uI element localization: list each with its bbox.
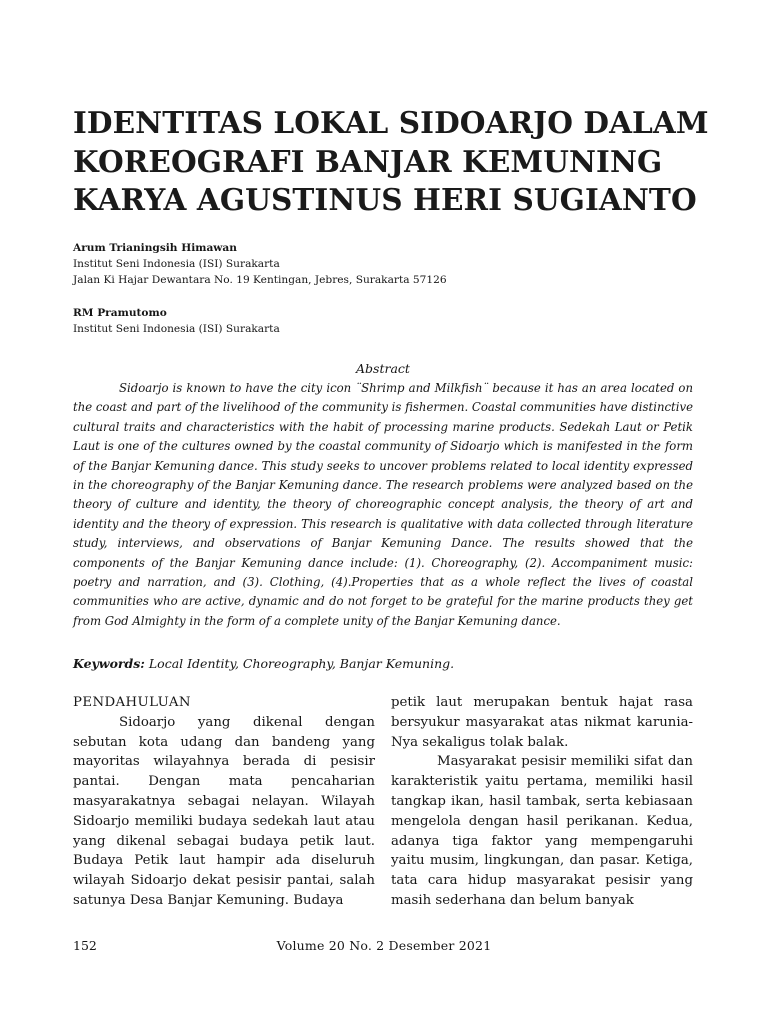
keywords [73,655,693,673]
keywords-value: Local Identity, Choreography, Banjar Kemuning. [144,656,455,671]
author-block-2 [73,305,713,337]
author-name: Arum Trianingsih Himawan [73,242,237,254]
title-line-3: KARYA AGUSTINUS HERI SUGIANTO [73,182,697,217]
body-paragraph: Masyarakat pesisir memiliki sifat dan karakteristik yaitu pertama, memiliki hasil tangkap ikan, hasil tambak, serta kebiasaan mengelola dengan hasil perikanan. Kedua, adanya tiga faktor yang mempengaruhi yaitu musim, lingkungan, dan pasar. Ketiga, tata cara hidup masyarakat pesisir yang masih sederhana dan belum banyak [391,754,693,908]
author-affiliation: Institut Seni Indonesia (ISI) Surakarta [73,323,280,335]
volume-info: Volume 20 No. 2 Desember 2021 [276,938,492,953]
abstract-text: Sidoarjo is known to have the city icon ¨Shrimp and Milkfish¨ because it has an area located on the coast and part of the livelihood of the community is fishermen. Coastal communities have distinctive cultural traits and characteristics with the habit of processing marine products. Sedekah Laut or Petik Laut is one of the cultures owned by the coastal community of Sidoarjo which is manifested in the form of the Banjar Kemuning dance. This study seeks to uncover problems related to local identity expressed in the choreography of the Banjar Kemuning dance. The research problems were analyzed based on the theory of culture and identity, the theory of choreographic concept analysis, the theory of art and identity and the theory of expression. This research is qualitative with data collected through literature study, interviews, and observations of Banjar Kemuning Dance. The results showed that the components of the Banjar Kemuning dance include: (1). Choreography, (2). Accompaniment music: poetry and narration, and (3). Clothing, (4).Properties that as a whole reflect the lives of coastal communities who are active, dynamic and do not forget to be grateful for the marine products they get from God Almighty in the form of a complete unity of the Banjar Kemuning dance. [73,381,693,628]
body-column-left [73,693,375,911]
author-name: RM Pramutomo [73,307,167,319]
author-affiliation: Institut Seni Indonesia (ISI) Surakarta [73,258,280,270]
title-line-1: IDENTITAS LOKAL SIDOARJO DALAM [73,105,709,140]
abstract-heading: Abstract [356,361,410,376]
author-block-1 [73,240,713,288]
title-line-2: KOREOGRAFI BANJAR KEMUNING [73,143,663,179]
body-paragraph: petik laut merupakan bentuk hajat rasa bersyukur masyarakat atas nikmat karunia-Nya sekaligus tolak balak. [391,695,693,750]
page-number: 152 [73,938,97,953]
author-address: Jalan Ki Hajar Dewantara No. 19 Kentingan, Jebres, Surakarta 57126 [73,274,447,286]
keywords-label: Keywords: [73,656,145,671]
article-title [73,104,713,220]
section-heading: PENDAHULUAN [73,695,191,710]
body-paragraph: Sidoarjo yang dikenal dengan sebutan kota udang dan bandeng yang mayoritas wilayahnya berada di pesisir pantai. Dengan mata pencaharian masyarakatnya sebagai nelayan. Wilayah Sidoarjo memiliki budaya sedekah laut atau yang dikenal sebagai budaya petik laut. Budaya Petik laut hampir ada diseluruh wilayah Sidoarjo dekat pesisir pantai, salah satunya Desa Banjar Kemuning. Budaya [73,714,375,908]
body-column-right [391,693,693,911]
